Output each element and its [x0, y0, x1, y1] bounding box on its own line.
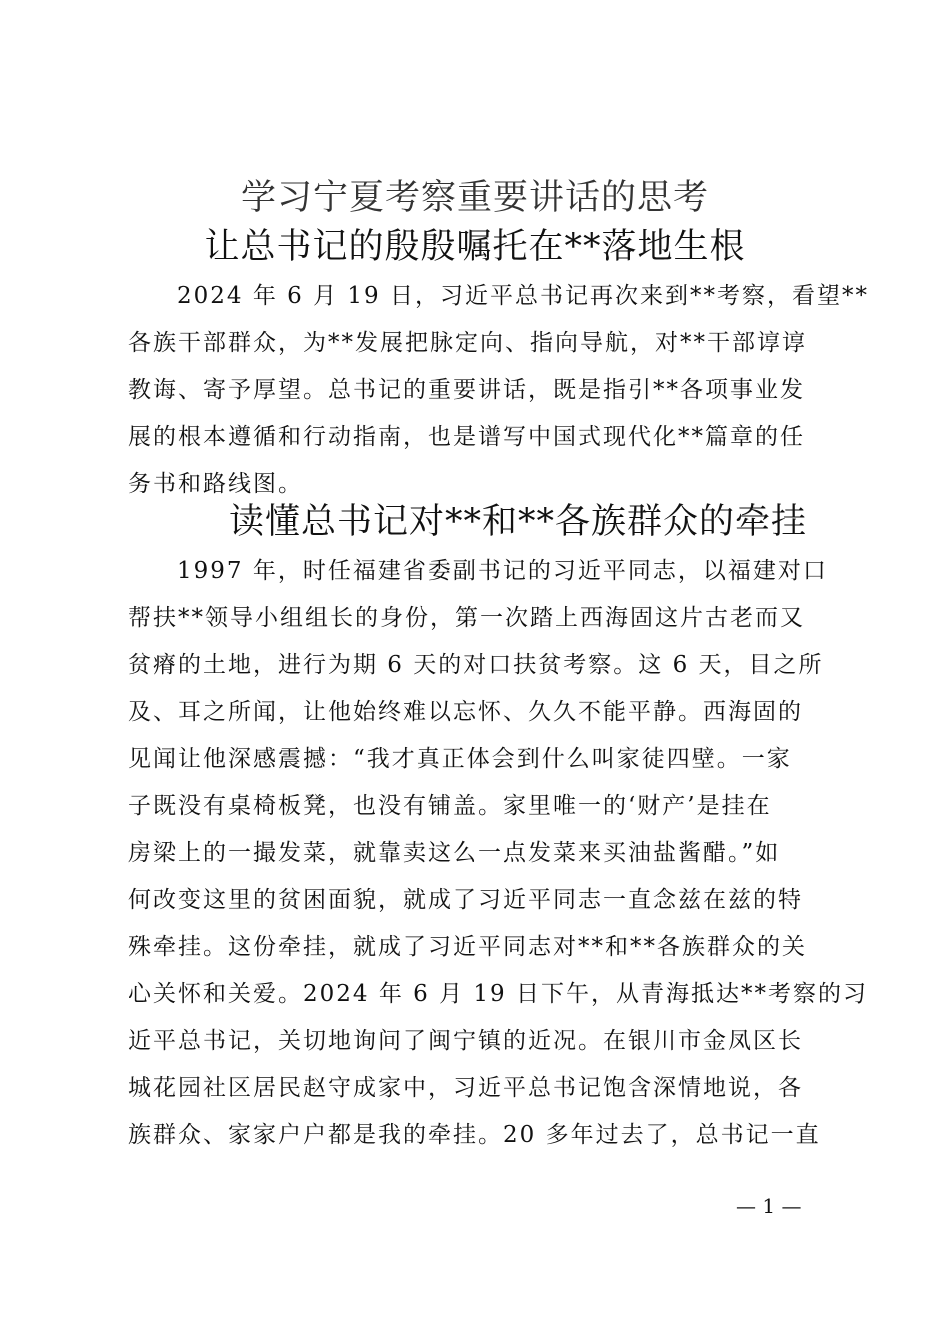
paragraph-line: 贫瘠的土地，进行为期 6 天的对口扶贫考察。这 6 天，目之所: [128, 652, 824, 678]
paragraph-line: 何改变这里的贫困面貌，就成了习近平同志一直念兹在兹的特: [128, 887, 803, 913]
paragraph-line: 展的根本遵循和行动指南，也是谱写中国式现代化**篇章的任: [128, 424, 805, 450]
paragraph-line: 族群众、家家户户都是我的牵挂。20 多年过去了，总书记一直: [128, 1122, 821, 1148]
document-title-line1: 学习宁夏考察重要讲话的思考: [240, 178, 709, 218]
page-number: — 1 —: [736, 1194, 802, 1218]
paragraph-line: 2024 年 6 月 19 日，习近平总书记再次来到**考察，看望**: [177, 283, 869, 309]
paragraph-line: 务书和路线图。: [128, 471, 303, 497]
paragraph-line: 教诲、寄予厚望。总书记的重要讲话，既是指引**各项事业发: [128, 377, 805, 403]
paragraph-line: 1997 年，时任福建省委副书记的习近平同志，以福建对口: [177, 558, 828, 584]
paragraph-line: 房梁上的一撮发菜，就靠卖这么一点发菜来买油盐酱醋。”如: [128, 840, 781, 866]
paragraph-body: [128, 548, 868, 1159]
paragraph-line: 及、耳之所闻，让他始终难以忘怀、久久不能平静。西海固的: [128, 699, 803, 725]
paragraph-line: 子既没有桌椅板凳，也没有铺盖。家里唯一的‘财产’是挂在: [128, 793, 772, 819]
paragraph-line: 近平总书记，关切地询问了闽宁镇的近况。在银川市金凤区长: [128, 1028, 803, 1054]
paragraph-line: 帮扶**领导小组组长的身份，第一次踏上西海固这片古老而又: [128, 605, 805, 631]
paragraph-line: 殊牵挂。这份牵挂，就成了习近平同志对**和**各族群众的关: [128, 934, 807, 960]
section-heading: 读懂总书记对**和**各族群众的牵挂: [228, 502, 807, 542]
paragraph-intro: [128, 273, 869, 508]
paragraph-line: 心关怀和关爱。2024 年 6 月 19 日下午，从青海抵达**考察的习: [128, 981, 868, 1007]
paragraph-line: 见闻让他深感震撼：“我才真正体会到什么叫家徒四壁。一家: [128, 746, 792, 772]
document-title-line2: 让总书记的殷殷嘱托在**落地生根: [204, 227, 746, 267]
paragraph-line: 城花园社区居民赵守成家中，习近平总书记饱含深情地说，各: [128, 1075, 803, 1101]
paragraph-line: 各族干部群众，为**发展把脉定向、指向导航，对**干部谆谆: [128, 330, 807, 356]
